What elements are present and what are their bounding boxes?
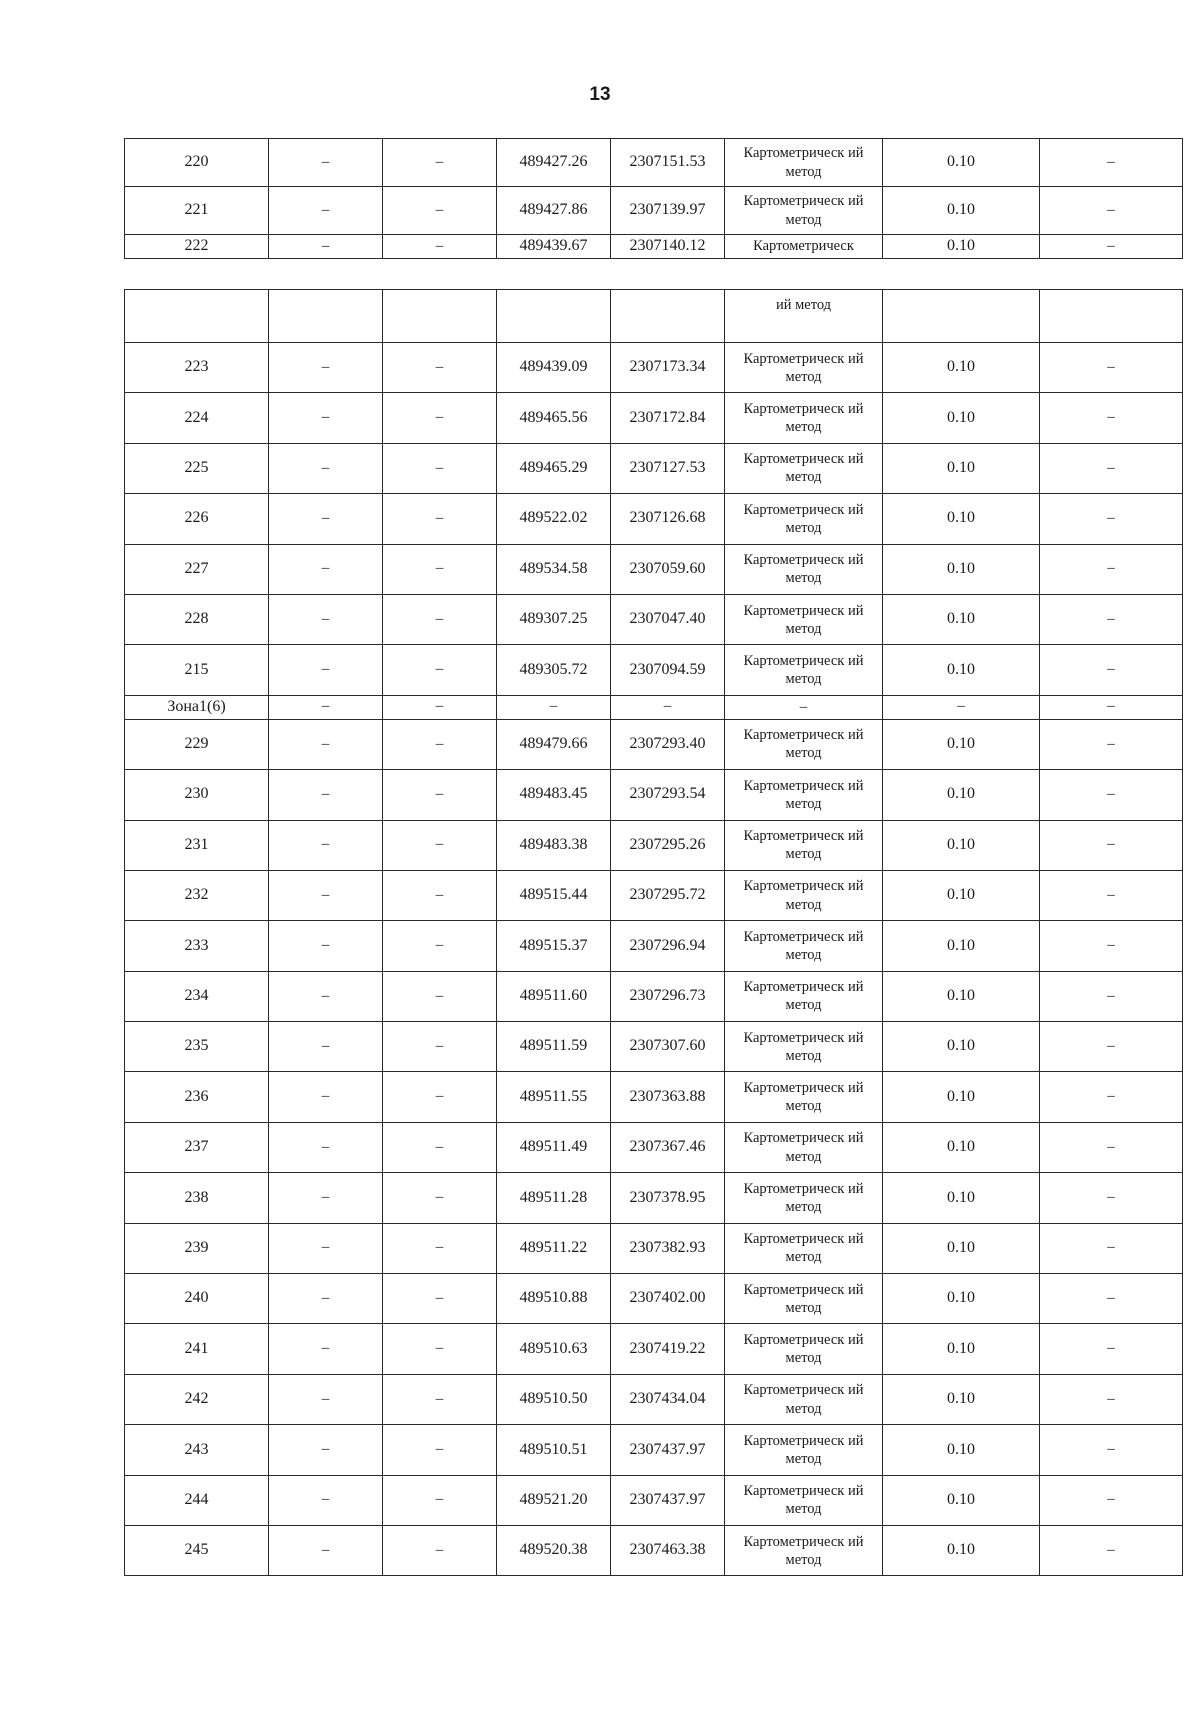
empty-col-2: – — [269, 187, 383, 235]
point-number: 244 — [125, 1475, 269, 1525]
method: Картометрическ ий метод — [725, 544, 883, 594]
point-number: 220 — [125, 139, 269, 187]
method: Картометрическ ий метод — [725, 1324, 883, 1374]
coord-y: 2307172.84 — [611, 393, 725, 443]
accuracy: 0.10 — [883, 870, 1040, 920]
table-row — [125, 770, 1183, 820]
empty-col-3: – — [383, 235, 497, 259]
accuracy: 0.10 — [883, 1475, 1040, 1525]
table-row — [125, 719, 1183, 769]
point-number: 239 — [125, 1223, 269, 1273]
table-row — [125, 594, 1183, 644]
point-number: 227 — [125, 544, 269, 594]
empty-col-3: – — [383, 1223, 497, 1273]
coord-x — [497, 290, 611, 343]
empty-col-8: – — [1040, 494, 1183, 544]
page-number: 13 — [589, 84, 611, 105]
coord-x: 489510.88 — [497, 1274, 611, 1324]
method: – — [725, 695, 883, 719]
coord-y: 2307295.26 — [611, 820, 725, 870]
coord-y — [611, 290, 725, 343]
table-row — [125, 971, 1183, 1021]
point-number — [125, 290, 269, 343]
point-number: 233 — [125, 921, 269, 971]
accuracy: 0.10 — [883, 343, 1040, 393]
table-row — [125, 1374, 1183, 1424]
point-number: 243 — [125, 1425, 269, 1475]
coord-y: 2307047.40 — [611, 594, 725, 644]
coord-y: 2307151.53 — [611, 139, 725, 187]
coord-y: 2307296.94 — [611, 921, 725, 971]
empty-col-3: – — [383, 870, 497, 920]
empty-col-3 — [383, 290, 497, 343]
coord-x: 489534.58 — [497, 544, 611, 594]
coord-y: 2307434.04 — [611, 1374, 725, 1424]
empty-col-2: – — [269, 645, 383, 695]
point-number: 226 — [125, 494, 269, 544]
method: ий метод — [725, 290, 883, 343]
coordinates-table-part-1 — [124, 138, 1183, 259]
empty-col-2: – — [269, 544, 383, 594]
empty-col-8: – — [1040, 770, 1183, 820]
empty-col-8: – — [1040, 1223, 1183, 1273]
table-row — [125, 235, 1183, 259]
accuracy: 0.10 — [883, 594, 1040, 644]
table-row — [125, 139, 1183, 187]
method: Картометрическ ий метод — [725, 139, 883, 187]
method: Картометрическ — [725, 235, 883, 259]
coord-y: 2307419.22 — [611, 1324, 725, 1374]
coord-x: 489427.86 — [497, 187, 611, 235]
empty-col-8: – — [1040, 443, 1183, 493]
empty-col-8: – — [1040, 1274, 1183, 1324]
coord-x: 489307.25 — [497, 594, 611, 644]
empty-col-8: – — [1040, 870, 1183, 920]
table-row — [125, 820, 1183, 870]
point-number: 229 — [125, 719, 269, 769]
empty-col-3: – — [383, 1324, 497, 1374]
empty-col-3: – — [383, 1525, 497, 1575]
empty-col-2: – — [269, 1374, 383, 1424]
accuracy — [883, 290, 1040, 343]
coord-y: 2307437.97 — [611, 1425, 725, 1475]
empty-col-2: – — [269, 139, 383, 187]
empty-col-3: – — [383, 719, 497, 769]
empty-col-8: – — [1040, 1022, 1183, 1072]
table-row — [125, 1525, 1183, 1575]
empty-col-2: – — [269, 1022, 383, 1072]
coord-x: 489521.20 — [497, 1475, 611, 1525]
point-number: 221 — [125, 187, 269, 235]
coord-x: 489515.44 — [497, 870, 611, 920]
empty-col-2: – — [269, 971, 383, 1021]
coord-y: 2307173.34 — [611, 343, 725, 393]
point-number: 231 — [125, 820, 269, 870]
empty-col-3: – — [383, 645, 497, 695]
point-number: 245 — [125, 1525, 269, 1575]
method: Картометрическ ий метод — [725, 1173, 883, 1223]
empty-col-8: – — [1040, 1475, 1183, 1525]
point-number: 236 — [125, 1072, 269, 1122]
method: Картометрическ ий метод — [725, 1072, 883, 1122]
empty-col-8: – — [1040, 393, 1183, 443]
coord-y: 2307463.38 — [611, 1525, 725, 1575]
method: Картометрическ ий метод — [725, 1274, 883, 1324]
coord-y: 2307139.97 — [611, 187, 725, 235]
accuracy: 0.10 — [883, 1173, 1040, 1223]
method: Картометрическ ий метод — [725, 870, 883, 920]
empty-col-3: – — [383, 1274, 497, 1324]
point-number: 232 — [125, 870, 269, 920]
table-row — [125, 1022, 1183, 1072]
method: Картометрическ ий метод — [725, 1122, 883, 1172]
accuracy: 0.10 — [883, 1425, 1040, 1475]
empty-col-2: – — [269, 343, 383, 393]
table-row — [125, 1173, 1183, 1223]
accuracy: 0.10 — [883, 1223, 1040, 1273]
table-row — [125, 1475, 1183, 1525]
empty-col-3: – — [383, 343, 497, 393]
point-number: 215 — [125, 645, 269, 695]
coord-x: 489511.28 — [497, 1173, 611, 1223]
coord-x: 489510.51 — [497, 1425, 611, 1475]
coord-x: 489520.38 — [497, 1525, 611, 1575]
accuracy: 0.10 — [883, 494, 1040, 544]
empty-col-3: – — [383, 921, 497, 971]
coord-x: 489515.37 — [497, 921, 611, 971]
coord-y: 2307296.73 — [611, 971, 725, 1021]
empty-col-2: – — [269, 1274, 383, 1324]
empty-col-3: – — [383, 594, 497, 644]
empty-col-3: – — [383, 494, 497, 544]
coord-x: 489511.22 — [497, 1223, 611, 1273]
point-number: 242 — [125, 1374, 269, 1424]
empty-col-2: – — [269, 1122, 383, 1172]
coord-x: 489510.50 — [497, 1374, 611, 1424]
empty-col-8: – — [1040, 235, 1183, 259]
empty-col-2: – — [269, 1525, 383, 1575]
empty-col-8: – — [1040, 1425, 1183, 1475]
coord-y: 2307378.95 — [611, 1173, 725, 1223]
table-row — [125, 187, 1183, 235]
empty-col-8: – — [1040, 187, 1183, 235]
coord-x: 489465.56 — [497, 393, 611, 443]
empty-col-2: – — [269, 443, 383, 493]
accuracy: 0.10 — [883, 770, 1040, 820]
empty-col-2: – — [269, 1324, 383, 1374]
empty-col-2: – — [269, 494, 383, 544]
accuracy: 0.10 — [883, 187, 1040, 235]
coord-x: 489483.38 — [497, 820, 611, 870]
accuracy: 0.10 — [883, 1374, 1040, 1424]
accuracy: 0.10 — [883, 544, 1040, 594]
method: Картометрическ ий метод — [725, 1475, 883, 1525]
point-number: Зона1(6) — [125, 695, 269, 719]
point-number: 234 — [125, 971, 269, 1021]
coord-y: 2307140.12 — [611, 235, 725, 259]
accuracy: 0.10 — [883, 139, 1040, 187]
method: Картометрическ ий метод — [725, 443, 883, 493]
empty-col-2: – — [269, 770, 383, 820]
accuracy: 0.10 — [883, 971, 1040, 1021]
empty-col-2: – — [269, 1223, 383, 1273]
empty-col-3: – — [383, 1072, 497, 1122]
coord-x: 489511.59 — [497, 1022, 611, 1072]
coord-y: 2307059.60 — [611, 544, 725, 594]
empty-col-3: – — [383, 1022, 497, 1072]
empty-col-8: – — [1040, 1122, 1183, 1172]
point-number: 222 — [125, 235, 269, 259]
coord-x: 489483.45 — [497, 770, 611, 820]
method: Картометрическ ий метод — [725, 1374, 883, 1424]
point-number: 228 — [125, 594, 269, 644]
coord-x: 489479.66 — [497, 719, 611, 769]
coord-x: 489511.55 — [497, 1072, 611, 1122]
empty-col-8: – — [1040, 594, 1183, 644]
accuracy: 0.10 — [883, 235, 1040, 259]
table-row — [125, 343, 1183, 393]
table-row — [125, 921, 1183, 971]
empty-col-8: – — [1040, 139, 1183, 187]
method: Картометрическ ий метод — [725, 494, 883, 544]
method: Картометрическ ий метод — [725, 971, 883, 1021]
accuracy: 0.10 — [883, 1072, 1040, 1122]
accuracy: 0.10 — [883, 1274, 1040, 1324]
empty-col-2 — [269, 290, 383, 343]
method: Картометрическ ий метод — [725, 594, 883, 644]
zone-row — [125, 695, 1183, 719]
empty-col-3: – — [383, 1122, 497, 1172]
accuracy: – — [883, 695, 1040, 719]
coord-y: – — [611, 695, 725, 719]
coord-x: 489439.09 — [497, 343, 611, 393]
accuracy: 0.10 — [883, 443, 1040, 493]
table-row — [125, 870, 1183, 920]
empty-col-3: – — [383, 971, 497, 1021]
table-row — [125, 443, 1183, 493]
coord-x: 489510.63 — [497, 1324, 611, 1374]
point-number: 238 — [125, 1173, 269, 1223]
continuation-row — [125, 290, 1183, 343]
accuracy: 0.10 — [883, 921, 1040, 971]
accuracy: 0.10 — [883, 393, 1040, 443]
accuracy: 0.10 — [883, 820, 1040, 870]
coord-y: 2307295.72 — [611, 870, 725, 920]
empty-col-8: – — [1040, 1374, 1183, 1424]
point-number: 230 — [125, 770, 269, 820]
empty-col-3: – — [383, 1374, 497, 1424]
empty-col-2: – — [269, 921, 383, 971]
empty-col-2: – — [269, 1425, 383, 1475]
method: Картометрическ ий метод — [725, 770, 883, 820]
table-row — [125, 645, 1183, 695]
coord-y: 2307094.59 — [611, 645, 725, 695]
point-number: 225 — [125, 443, 269, 493]
empty-col-8: – — [1040, 971, 1183, 1021]
empty-col-3: – — [383, 443, 497, 493]
table-row — [125, 494, 1183, 544]
coord-y: 2307293.54 — [611, 770, 725, 820]
point-number: 235 — [125, 1022, 269, 1072]
empty-col-8: – — [1040, 1525, 1183, 1575]
coord-y: 2307127.53 — [611, 443, 725, 493]
empty-col-3: – — [383, 187, 497, 235]
method: Картометрическ ий метод — [725, 921, 883, 971]
empty-col-8: – — [1040, 820, 1183, 870]
accuracy: 0.10 — [883, 1324, 1040, 1374]
point-number: 223 — [125, 343, 269, 393]
table-row — [125, 1274, 1183, 1324]
point-number: 224 — [125, 393, 269, 443]
empty-col-2: – — [269, 594, 383, 644]
empty-col-3: – — [383, 770, 497, 820]
coord-y: 2307293.40 — [611, 719, 725, 769]
method: Картометрическ ий метод — [725, 1223, 883, 1273]
empty-col-2: – — [269, 870, 383, 920]
coord-y: 2307126.68 — [611, 494, 725, 544]
method: Картометрическ ий метод — [725, 719, 883, 769]
empty-col-2: – — [269, 1173, 383, 1223]
accuracy: 0.10 — [883, 1022, 1040, 1072]
empty-col-3: – — [383, 1173, 497, 1223]
empty-col-8: – — [1040, 695, 1183, 719]
table-row — [125, 1223, 1183, 1273]
empty-col-8: – — [1040, 544, 1183, 594]
coord-x: 489511.60 — [497, 971, 611, 1021]
coord-x: 489522.02 — [497, 494, 611, 544]
accuracy: 0.10 — [883, 719, 1040, 769]
table-row — [125, 1122, 1183, 1172]
coord-x: 489305.72 — [497, 645, 611, 695]
accuracy: 0.10 — [883, 1122, 1040, 1172]
empty-col-3: – — [383, 139, 497, 187]
table-row — [125, 393, 1183, 443]
empty-col-3: – — [383, 544, 497, 594]
empty-col-2: – — [269, 235, 383, 259]
coord-y: 2307307.60 — [611, 1022, 725, 1072]
empty-col-2: – — [269, 1475, 383, 1525]
coord-x: 489465.29 — [497, 443, 611, 493]
method: Картометрическ ий метод — [725, 393, 883, 443]
accuracy: 0.10 — [883, 1525, 1040, 1575]
method: Картометрическ ий метод — [725, 1022, 883, 1072]
table-row — [125, 1324, 1183, 1374]
empty-col-8: – — [1040, 921, 1183, 971]
empty-col-8: – — [1040, 719, 1183, 769]
coord-x: 489511.49 — [497, 1122, 611, 1172]
method: Картометрическ ий метод — [725, 1425, 883, 1475]
accuracy: 0.10 — [883, 645, 1040, 695]
empty-col-3: – — [383, 820, 497, 870]
coord-y: 2307402.00 — [611, 1274, 725, 1324]
coord-y: 2307363.88 — [611, 1072, 725, 1122]
empty-col-2: – — [269, 1072, 383, 1122]
empty-col-8: – — [1040, 645, 1183, 695]
point-number: 241 — [125, 1324, 269, 1374]
coord-x: 489427.26 — [497, 139, 611, 187]
empty-col-8: – — [1040, 343, 1183, 393]
point-number: 240 — [125, 1274, 269, 1324]
empty-col-3: – — [383, 695, 497, 719]
method: Картометрическ ий метод — [725, 820, 883, 870]
empty-col-3: – — [383, 1475, 497, 1525]
empty-col-3: – — [383, 393, 497, 443]
empty-col-8: – — [1040, 1324, 1183, 1374]
coord-y: 2307382.93 — [611, 1223, 725, 1273]
empty-col-2: – — [269, 695, 383, 719]
method: Картометрическ ий метод — [725, 343, 883, 393]
coord-y: 2307437.97 — [611, 1475, 725, 1525]
method: Картометрическ ий метод — [725, 645, 883, 695]
empty-col-2: – — [269, 719, 383, 769]
method: Картометрическ ий метод — [725, 187, 883, 235]
method: Картометрическ ий метод — [725, 1525, 883, 1575]
point-number: 237 — [125, 1122, 269, 1172]
empty-col-3: – — [383, 1425, 497, 1475]
empty-col-8: – — [1040, 1173, 1183, 1223]
empty-col-8: – — [1040, 1072, 1183, 1122]
coord-x: 489439.67 — [497, 235, 611, 259]
coord-x: – — [497, 695, 611, 719]
coordinates-table-part-2 — [124, 289, 1183, 1576]
table-row — [125, 1072, 1183, 1122]
empty-col-2: – — [269, 820, 383, 870]
empty-col-2: – — [269, 393, 383, 443]
empty-col-8 — [1040, 290, 1183, 343]
coord-y: 2307367.46 — [611, 1122, 725, 1172]
table-row — [125, 544, 1183, 594]
table-row — [125, 1425, 1183, 1475]
